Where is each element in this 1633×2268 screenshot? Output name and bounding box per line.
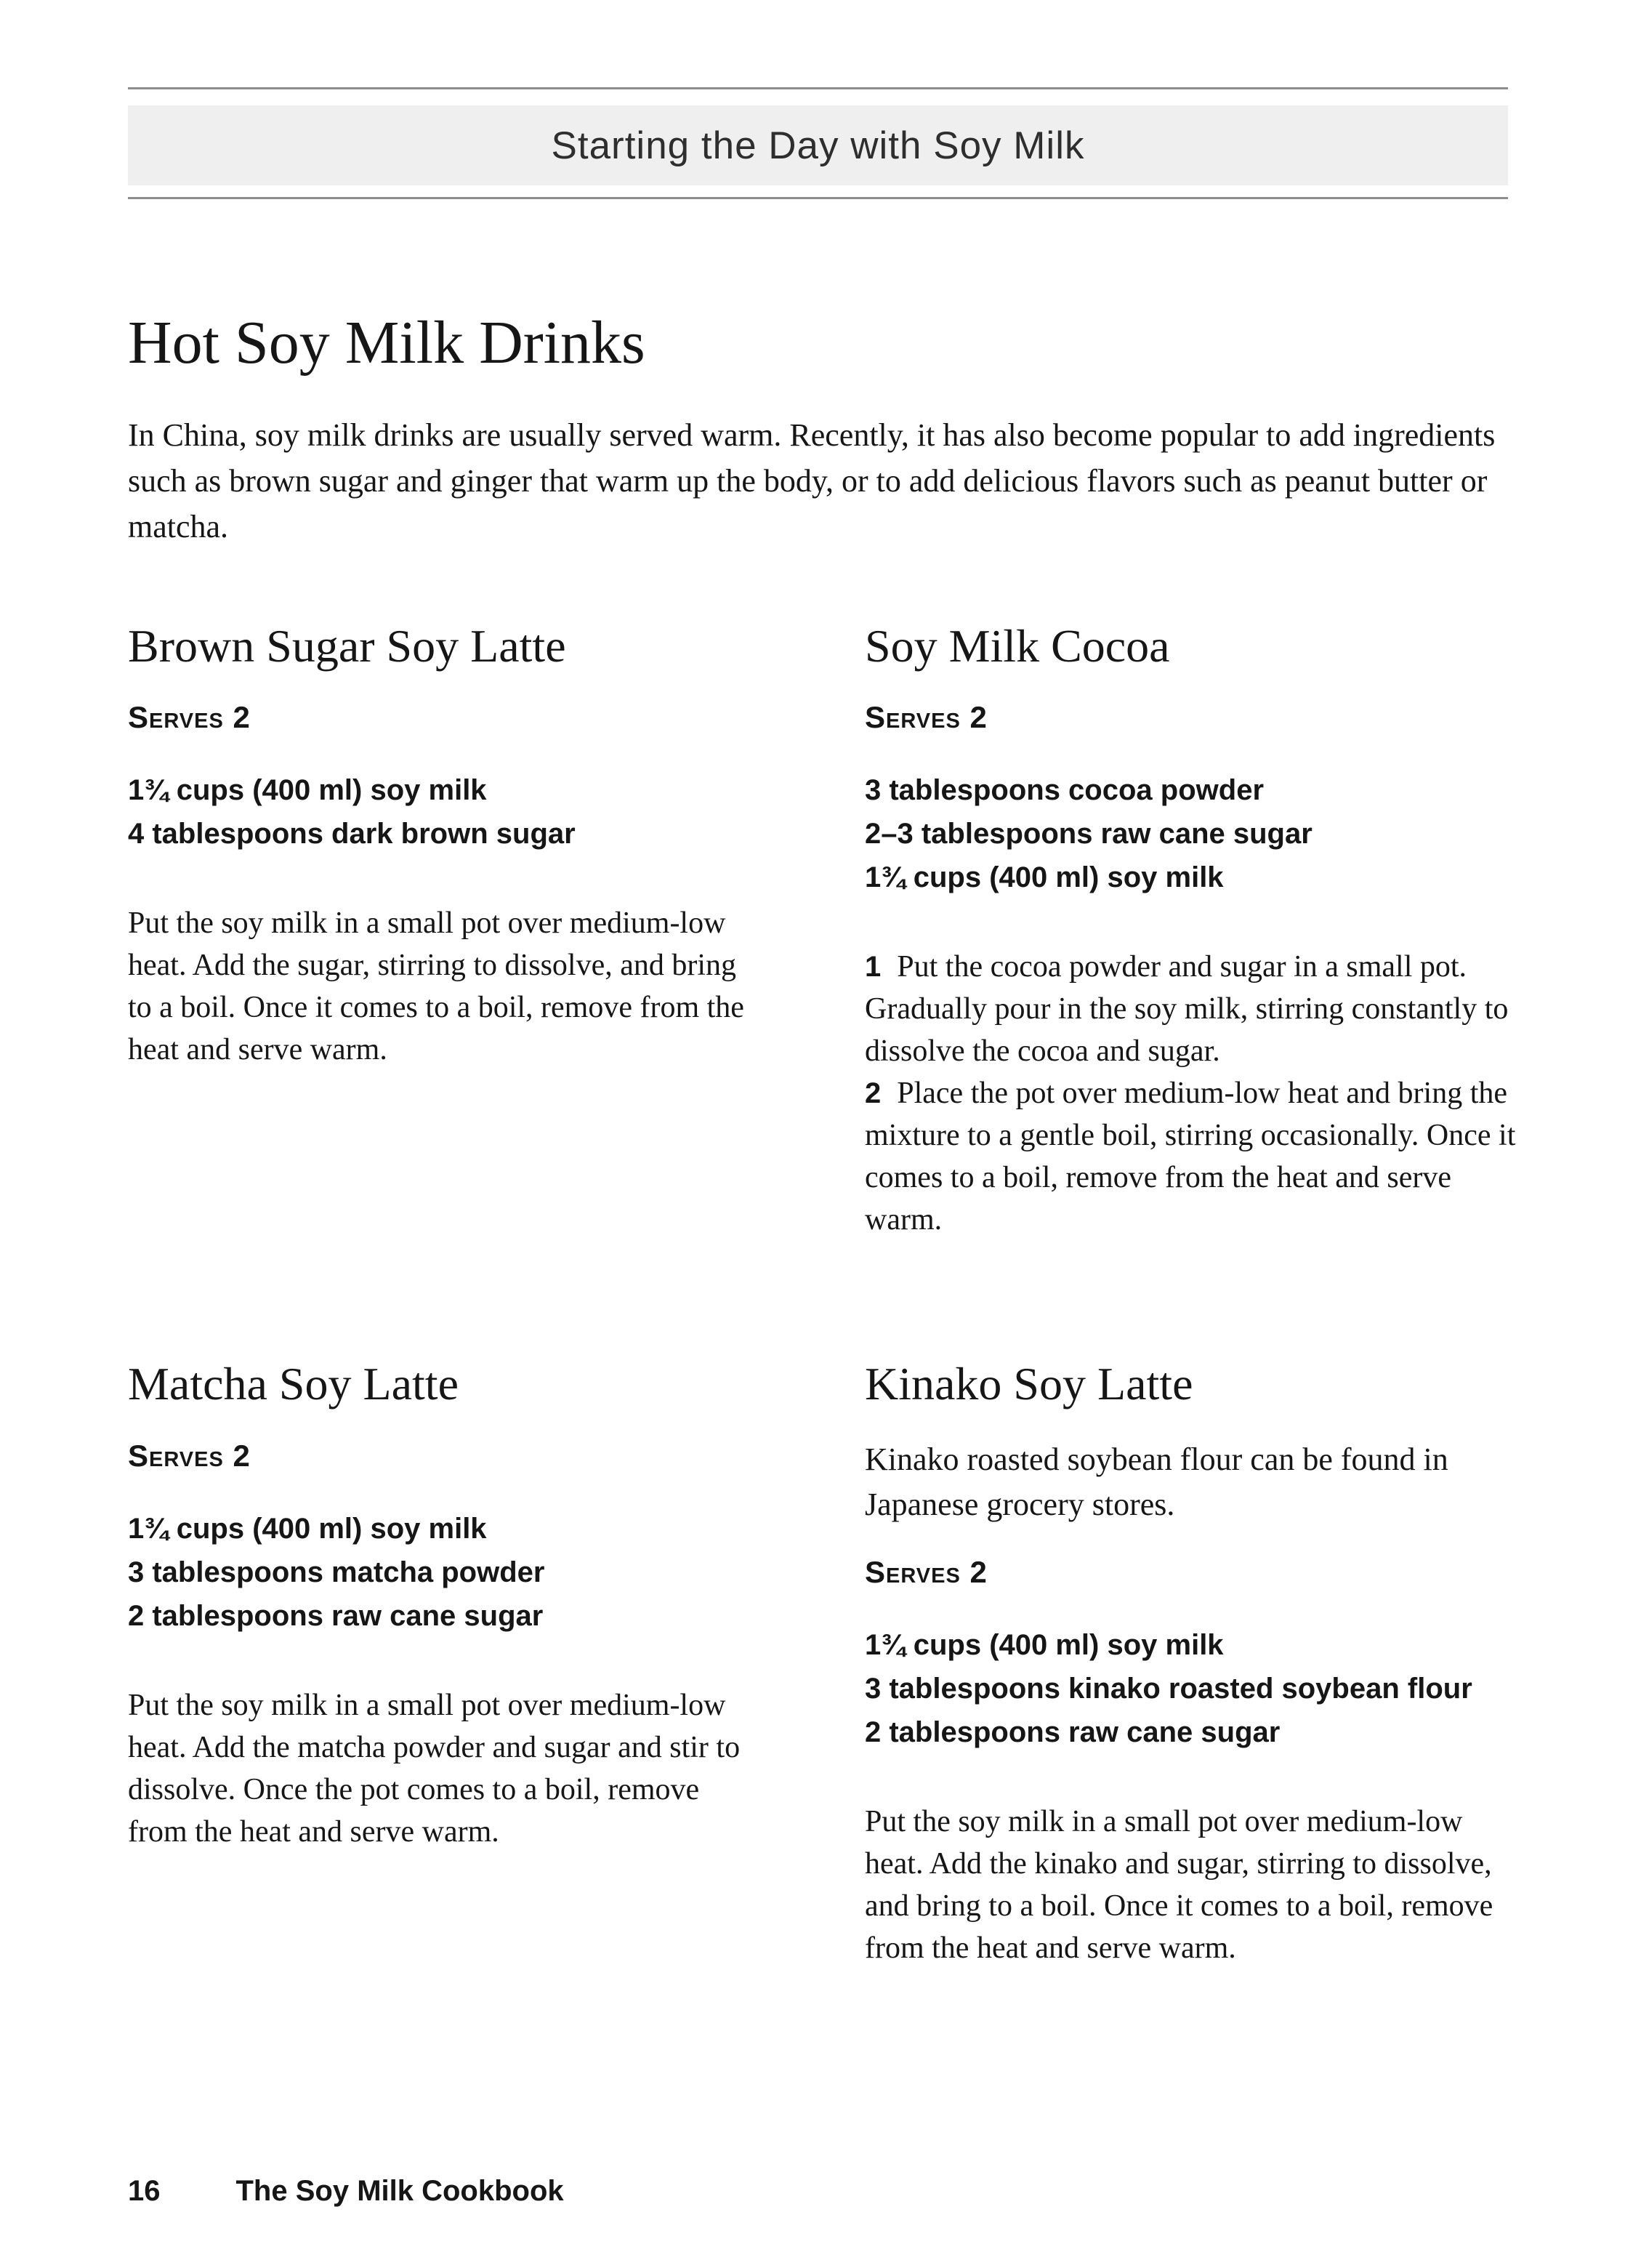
page-number: 16 [128,2175,161,2207]
recipes-grid [128,619,1516,1969]
intro-paragraph: In China, soy milk drinks are usually served warm. Recently, it has also become popular to add ingredients such as brown sugar and ginger that warm up the body, or to add delicious flavors such as peanut butter or matcha. [128,417,1496,544]
serves-label: Serves 2 [128,700,251,735]
section-title: Hot Soy Milk Drinks [128,309,645,377]
method-step: 2 Place the pot over medium-low heat and bring the mixture to a gentle boil, stirring occasionally. Once it comes to a boil, remove from the heat and serve warm. [865,1077,1516,1237]
ingredient-line: 4 tablespoons dark brown sugar [128,818,576,850]
ingredient-list [865,768,1526,899]
ingredient-list [128,768,759,856]
recipe-card [128,1357,759,1853]
page-content [0,87,1633,1969]
recipe-title: Brown Sugar Soy Latte [128,619,566,672]
ingredient-line: 1¾ cups (400 ml) soy milk [865,861,1224,894]
recipe-card [128,619,759,1071]
ingredient-line: 2–3 tablespoons raw cane sugar [865,818,1313,850]
serves-label: Serves 2 [128,1438,251,1473]
method [128,1684,759,1853]
serves-label: Serves 2 [865,700,988,735]
ingredient-line: 3 tablespoons cocoa powder [865,774,1265,807]
method-step: Put the soy milk in a small pot over medium-low heat. Add the matcha powder and sugar and stir to dissolve. Once the pot comes to a boil, remove from the heat and serve warm. [128,1688,741,1849]
book-title: The Soy Milk Cookbook [235,2175,564,2207]
ingredient-line: 2 tablespoons raw cane sugar [865,1716,1281,1748]
ingredient-list [865,1623,1526,1754]
method-step: 1 Put the cocoa powder and sugar in a small pot. Gradually pour in the soy milk, stirring constantly to dissolve the cocoa and sugar. [865,950,1509,1069]
method [865,946,1526,1241]
footer [128,2175,564,2208]
method-step: Put the soy milk in a small pot over medium-low heat. Add the kinako and sugar, stirring to dissolve, and bring to a boil. Once it comes to a boil, remove from the heat and serve warm. [865,1804,1493,1965]
recipe-card [865,1357,1526,1969]
recipe-headnote: Kinako roasted soybean flour can be found in Japanese grocery stores. [865,1441,1448,1522]
ingredient-line: 1¾ cups (400 ml) soy milk [865,1628,1224,1661]
header-rule-bottom [128,197,1508,199]
step-number: 2 [865,1077,882,1110]
cookbook-page [0,87,1633,2268]
recipe-title: Kinako Soy Latte [865,1358,1193,1410]
ingredient-list [128,1507,759,1638]
ingredient-line: 1¾ cups (400 ml) soy milk [128,1512,487,1545]
method [865,1801,1526,1969]
recipe-title: Soy Milk Cocoa [865,619,1170,672]
method [128,902,759,1071]
serves-label: Serves 2 [865,1554,988,1589]
recipe-card [865,619,1526,1242]
recipe-title: Matcha Soy Latte [128,1358,459,1410]
step-number: 1 [865,951,882,984]
method-step: Put the soy milk in a small pot over medium-low heat. Add the sugar, stirring to dissolve, and bring to a boil. Once it comes to a boil, remove from the heat and serve warm. [128,906,744,1067]
ingredient-line: 2 tablespoons raw cane sugar [128,1599,544,1632]
ingredient-line: 3 tablespoons matcha powder [128,1556,545,1588]
header-rule-top [128,87,1508,89]
ingredient-line: 1¾ cups (400 ml) soy milk [128,774,487,807]
ingredient-line: 3 tablespoons kinako roasted soybean flour [865,1672,1472,1705]
chapter-band [128,105,1508,185]
chapter-band-title: Starting the Day with Soy Milk [551,124,1085,167]
